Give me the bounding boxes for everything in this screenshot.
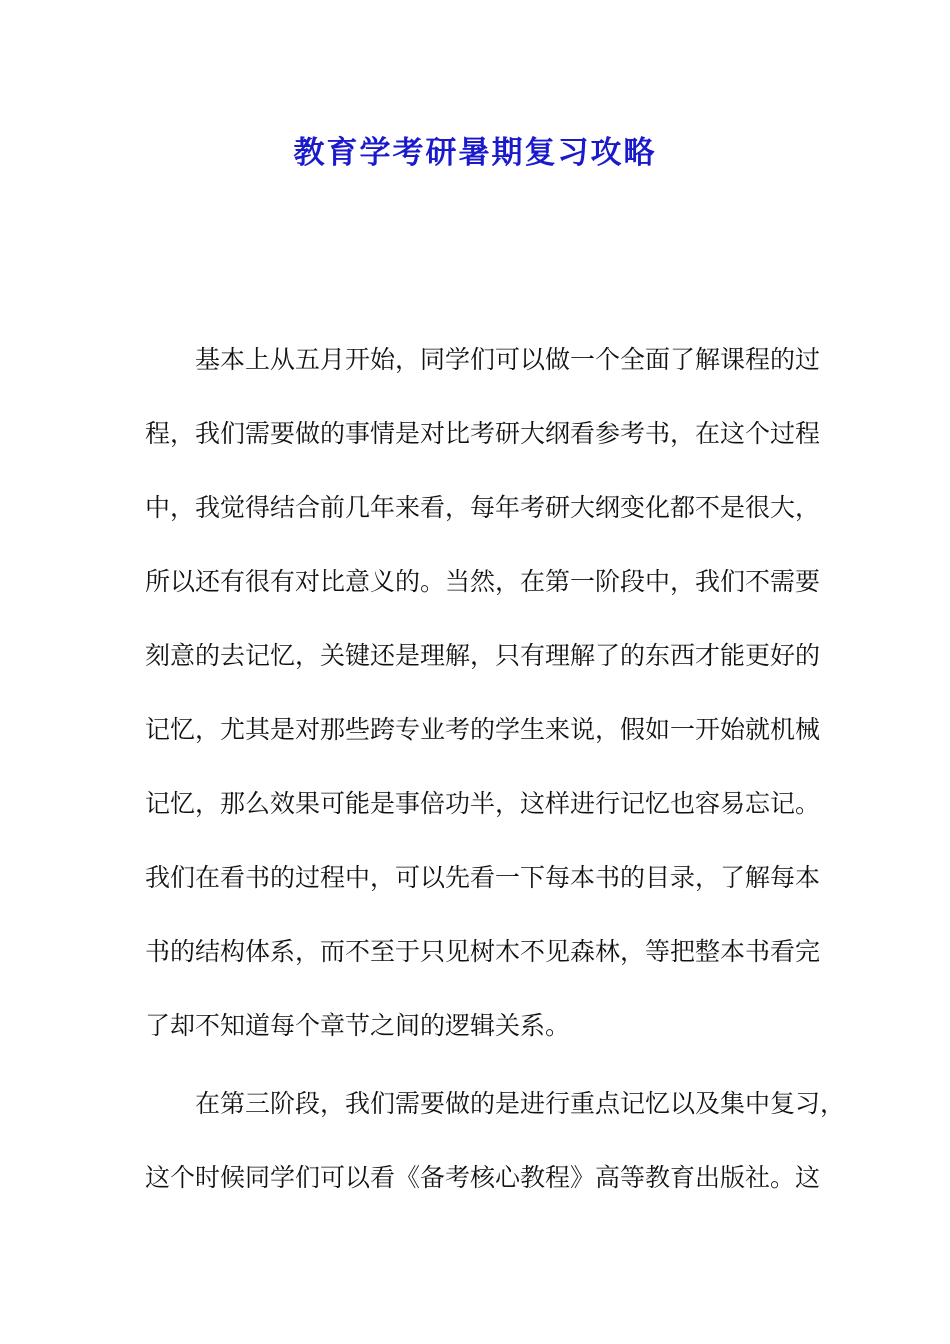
paragraph-line: 程，我们需要做的事情是对比考研大纲看参考书，在这个过程 xyxy=(145,419,821,448)
paragraph-line: 中，我觉得结合前几年来看，每年考研大纲变化都不是很大， xyxy=(145,493,821,522)
paragraph-line: 这个时候同学们可以看《备考核心教程》高等教育出版社。这 xyxy=(145,1163,821,1192)
paragraph-line: 所以还有很有对比意义的。当然，在第一阶段中，我们不需要 xyxy=(145,567,821,596)
paragraph-line: 书的结构体系，而不至于只见树木不见森林，等把整本书看完 xyxy=(145,937,821,966)
paragraph-2 xyxy=(145,1067,846,1215)
paragraph-line: 了却不知道每个章节之间的逻辑关系。 xyxy=(145,1011,571,1040)
paragraph-line: 在第三阶段，我们需要做的是进行重点记忆以及集中复习， xyxy=(195,1089,846,1118)
paragraph-line: 我们在看书的过程中，可以先看一下每本书的目录，了解每本 xyxy=(145,863,821,892)
paragraph-line: 基本上从五月开始，同学们可以做一个全面了解课程的过 xyxy=(195,345,821,374)
paragraph-line: 刻意的去记忆，关键还是理解，只有理解了的东西才能更好的 xyxy=(145,641,821,670)
paragraph-line: 记忆，那么效果可能是事倍功半，这样进行记忆也容易忘记。 xyxy=(145,789,821,818)
paragraph-line: 记忆，尤其是对那些跨专业考的学生来说，假如一开始就机械 xyxy=(145,715,821,744)
document-title: 教育学考研暑期复习攻略 xyxy=(293,135,657,171)
paragraph-1 xyxy=(145,323,825,1063)
